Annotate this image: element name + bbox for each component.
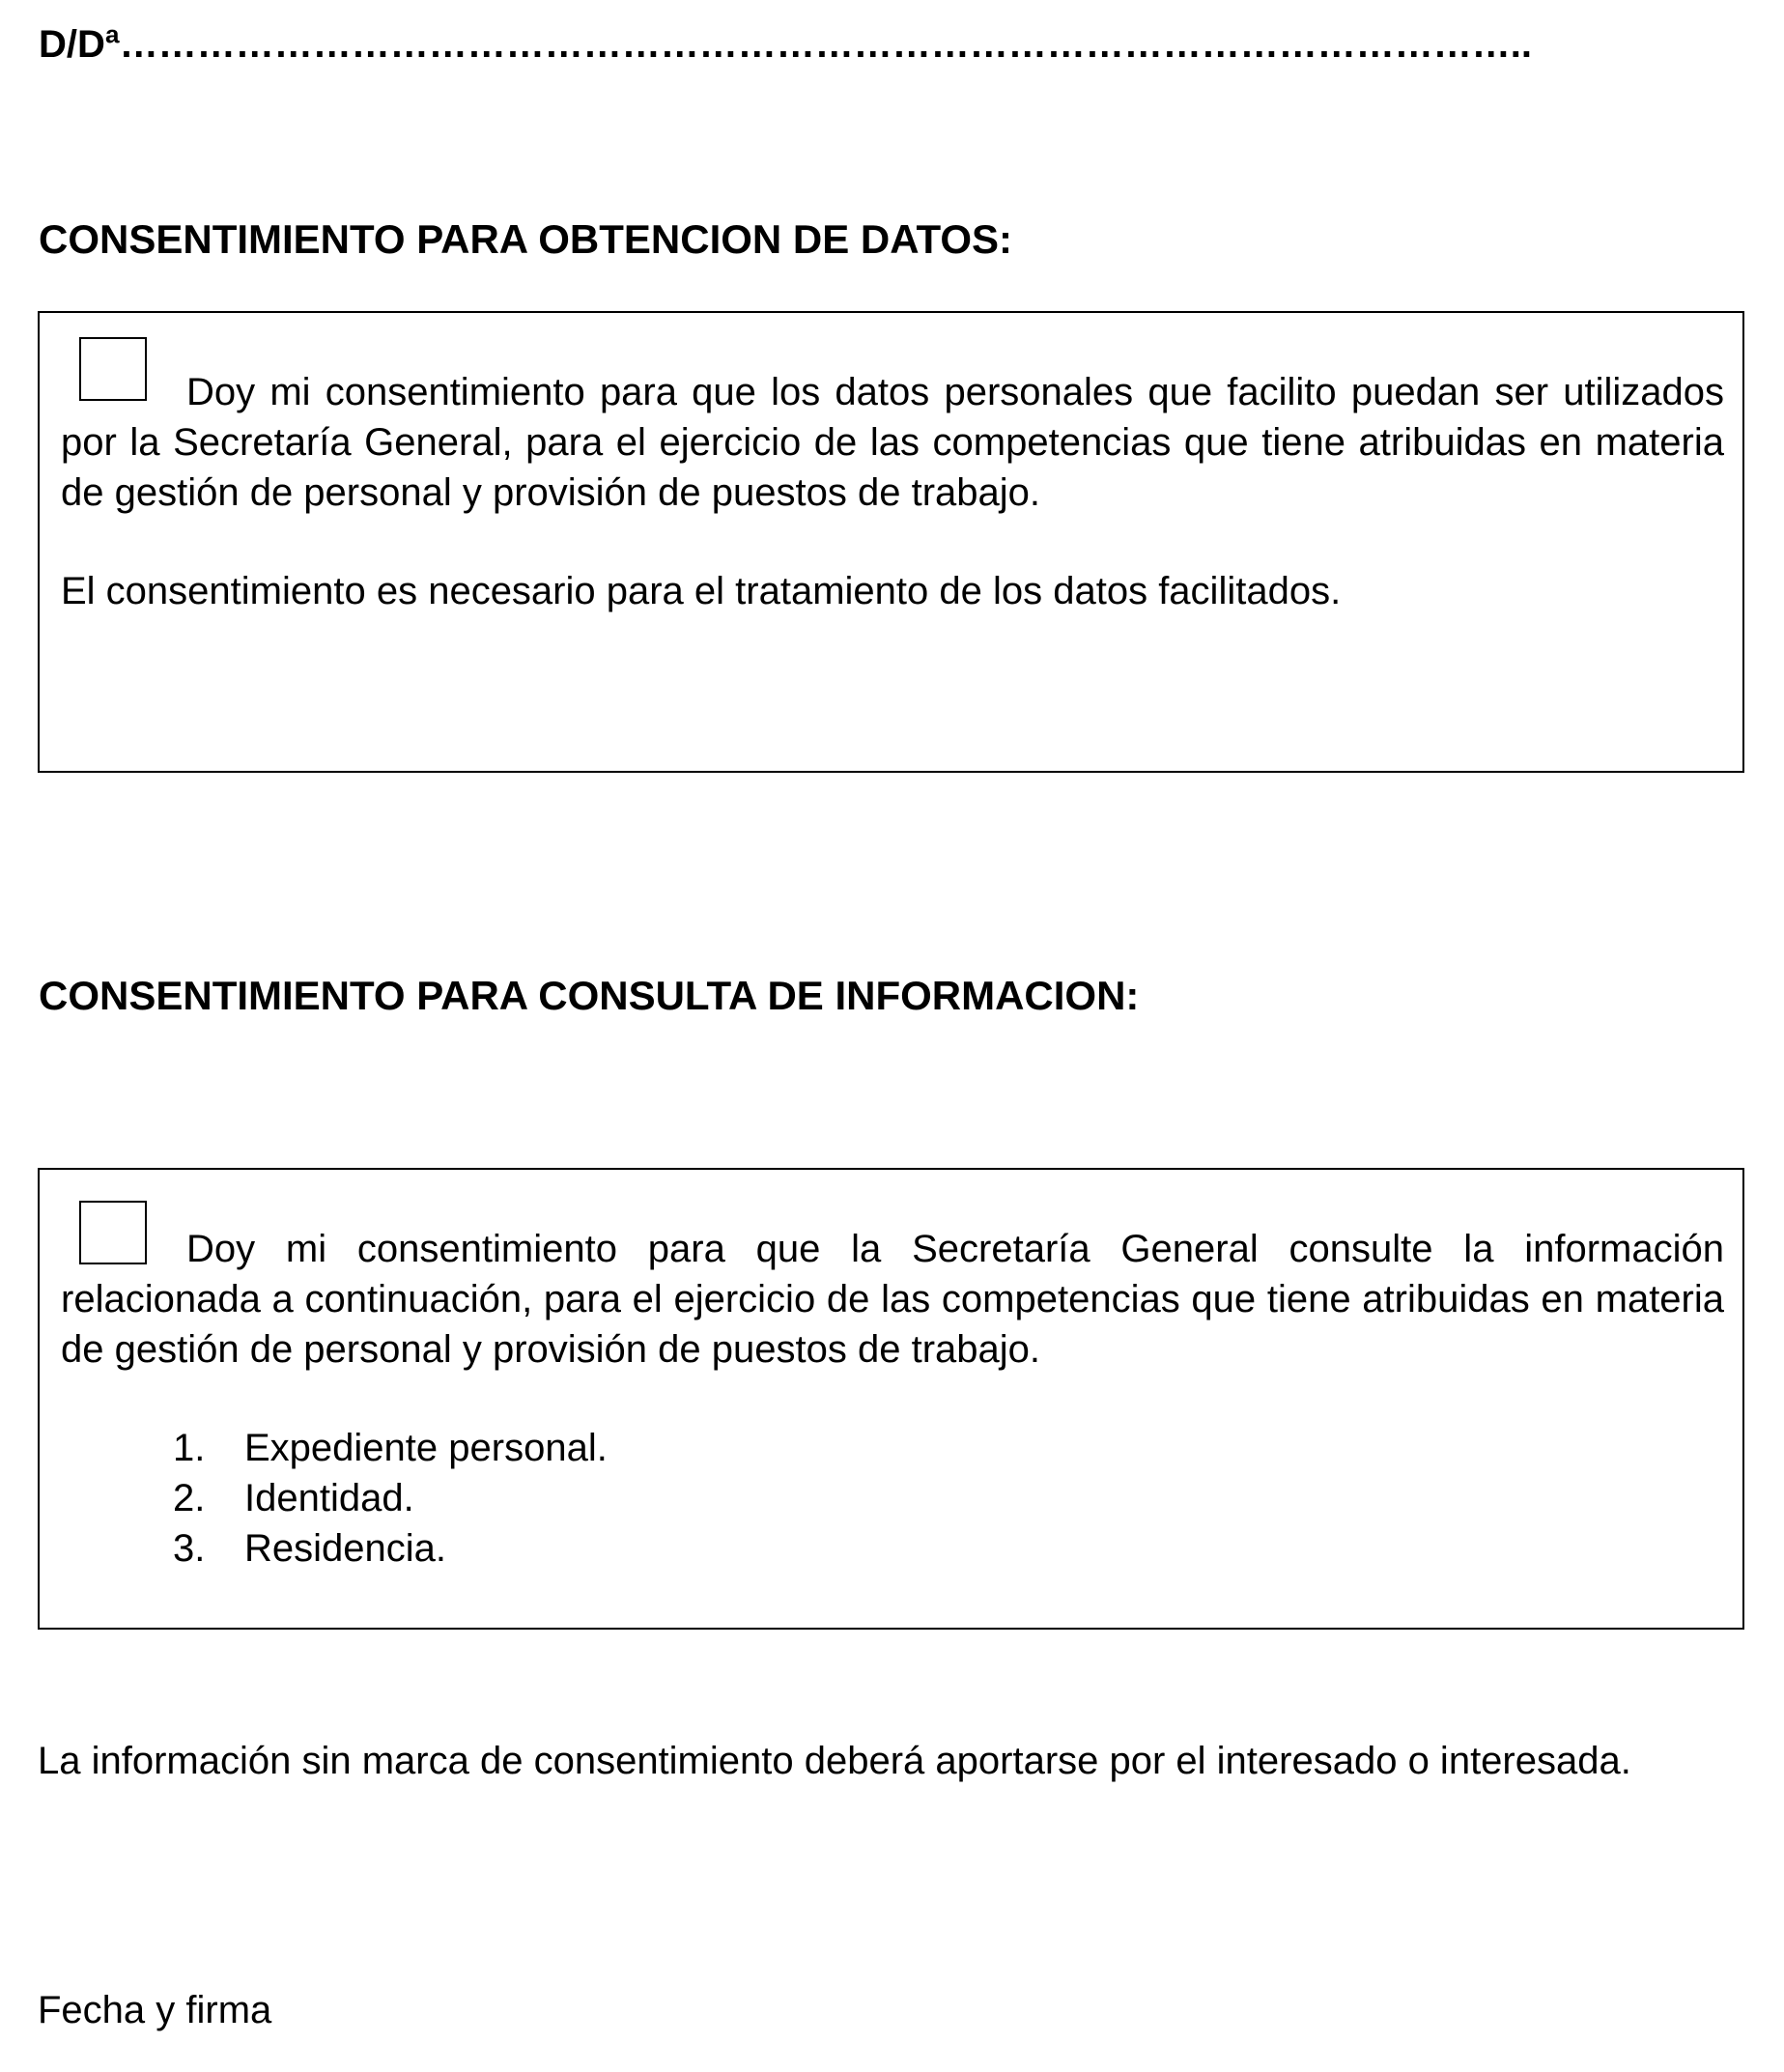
- data-obtaining-note: El consentimiento es necesario para el tratamiento de los datos facilitados.: [61, 570, 1342, 612]
- data-obtaining-consent-text: Doy mi consentimiento para que los datos personales que facilito puedan ser utilizados por la Secretaría General, para el ejercicio de las competencias que tiene atribuidas en materia de gestión de personal y provisión de puestos de trabajo.: [61, 371, 1724, 514]
- info-query-consent-box: [38, 1168, 1744, 1630]
- list-item: [61, 1473, 608, 1523]
- name-fill-dots[interactable]: ………………………………………………………………………………………………..: [119, 23, 1532, 66]
- name-label: D/Dª: [39, 23, 120, 66]
- info-query-heading: CONSENTIMIENTO PARA CONSULTA DE INFORMACION:: [39, 973, 1140, 1018]
- list-item: [61, 1423, 608, 1473]
- info-query-consent-text: Doy mi consentimiento para que la Secretaría General consulte la información relacionada a continuación, para el ejercicio de las competencias que tiene atribuidas en materia de gestión de personal y provisión de puestos de trabajo.: [61, 1228, 1724, 1371]
- missing-consent-note: La información sin marca de consentimiento deberá aportarse por el interesado o interesada.: [38, 1740, 1631, 1782]
- list-item-number: 2.: [173, 1477, 206, 1519]
- data-obtaining-heading: CONSENTIMIENTO PARA OBTENCION DE DATOS:: [39, 216, 1013, 262]
- data-obtaining-consent-box: [38, 311, 1744, 773]
- list-item-label: Residencia.: [244, 1527, 447, 1570]
- list-item-number: 1.: [173, 1427, 206, 1469]
- date-signature-label: Fecha y firma: [38, 1989, 272, 2031]
- name-field-line[interactable]: [39, 17, 1748, 71]
- list-item: [61, 1523, 608, 1574]
- list-item-number: 3.: [173, 1527, 206, 1570]
- list-item-label: Expediente personal.: [244, 1427, 608, 1469]
- list-item-label: Identidad.: [244, 1477, 414, 1519]
- info-query-list: [61, 1423, 608, 1574]
